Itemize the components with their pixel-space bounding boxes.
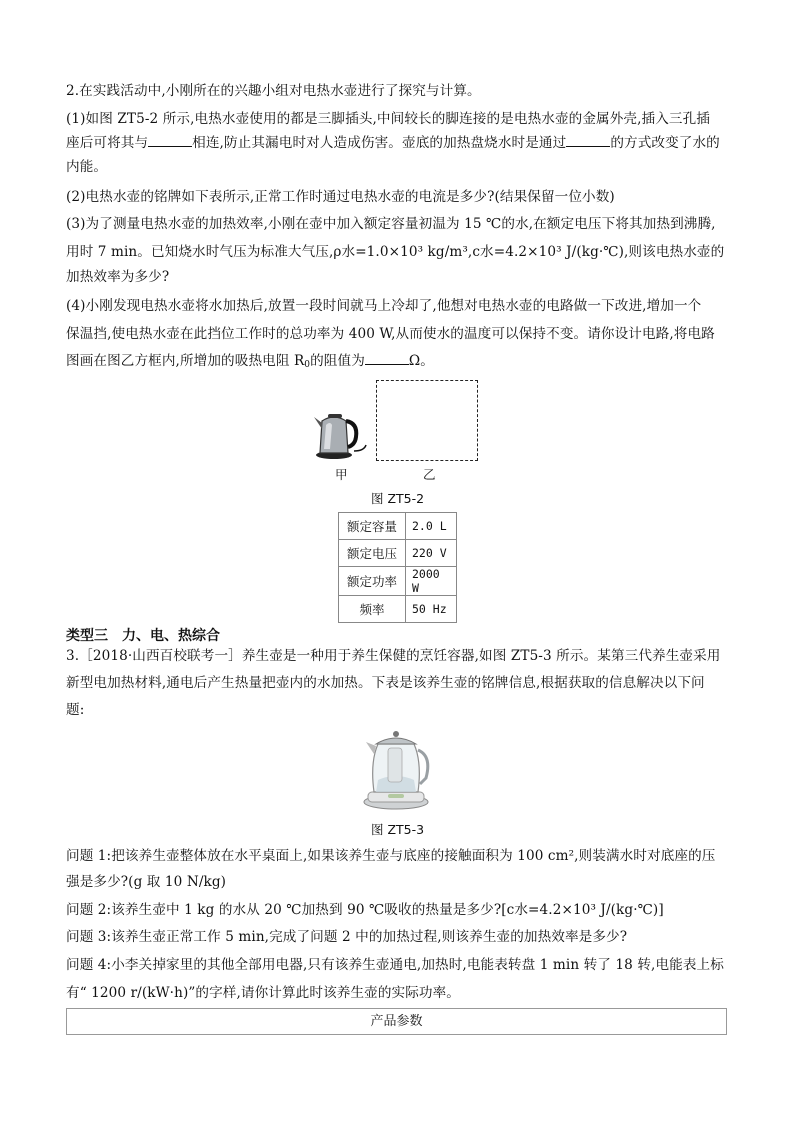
q3-problem1-line1: 问题 1:把该养生壶整体放在水平桌面上,如果该养生壶与底座的接触面积为 100 cm²,则装满水时对底座的压: [66, 848, 716, 864]
q3-intro-line2: 新型电加热材料,通电后产生热量把壶内的水加热。下表是该养生壶的铭牌信息,根据获取的信息解决以下问: [66, 675, 705, 691]
q2-part3-line2: 用时 7 min。已知烧水时气压为标准大气压,ρ水=1.0×10³ kg/m³,c水=4.2×10³ J/(kg·℃),则该电热水壶的: [66, 244, 725, 260]
electric-kettle-image: [310, 405, 368, 461]
q2-part2: (2)电热水壶的铭牌如下表所示,正常工作时通过电热水壶的电流是多少?(结果保留一位小数): [66, 189, 615, 205]
figure-label-jia: 甲: [335, 467, 348, 482]
figure-caption-zt5-3: 图 ZT5-3: [371, 822, 425, 837]
answer-blank[interactable]: [148, 132, 192, 147]
table-row: 额定容量 2.0 L: [339, 513, 457, 540]
q2-part4-line1: (4)小刚发现电热水壶将水加热后,放置一段时间就马上冷却了,他想对电热水壶的电路做一下改进,增加一个: [66, 298, 702, 314]
q3-problem4-line2: 有“ 1200 r/(kW·h)”的字样,请你计算此时该养生壶的实际功率。: [66, 985, 461, 1001]
section-heading: 类型三 力、电、热综合: [66, 628, 220, 644]
q2-intro: 2.在实践活动中,小刚所在的兴趣小组对电热水壶进行了探究与计算。: [66, 83, 481, 99]
figure-caption-zt5-2: 图 ZT5-2: [371, 491, 425, 506]
q3-problem2: 问题 2:该养生壶中 1 kg 的水从 20 ℃加热到 90 ℃吸收的热量是多少?[c水=4.2×10³ J/(kg·℃)]: [66, 902, 664, 918]
table-row: 频率 50 Hz: [339, 596, 457, 623]
circuit-drawing-box[interactable]: [376, 380, 478, 461]
q3-intro-line1: 3.［2018·山西百校联考一］养生壶是一种用于养生保健的烹饪容器,如图 ZT5-3 所示。某第三代养生壶采用: [66, 648, 721, 664]
table-row: 额定功率 2000 W: [339, 567, 457, 596]
q2-part3-line1: (3)为了测量电热水壶的加热效率,小刚在壶中加入额定容量初温为 15 ℃的水,在额定电压下将其加热到沸腾,: [66, 216, 716, 232]
q2-part1-line3: 内能。: [66, 159, 108, 175]
product-params-header: 产品参数: [66, 1008, 727, 1035]
answer-blank[interactable]: [566, 132, 610, 147]
q3-problem3: 问题 3:该养生壶正常工作 5 min,完成了问题 2 中的加热过程,则该养生壶的加热效率是多少?: [66, 929, 628, 945]
health-pot-image: [362, 722, 432, 812]
q3-intro-line3: 题:: [66, 702, 85, 718]
figure-label-yi: 乙: [423, 467, 436, 482]
q3-problem4-line1: 问题 4:小李关掉家里的其他全部用电器,只有该养生壶通电,加热时,电能表转盘 1 min 转了 18 转,电能表上标: [66, 957, 724, 973]
kettle-spec-table: [338, 512, 457, 623]
table-row: 额定电压 220 V: [339, 540, 457, 567]
answer-blank[interactable]: [365, 350, 409, 365]
q2-part1-line2: 座后可将其与 相连,防止其漏电时对人造成伤害。壶底的加热盘烧水时是通过 的方式改变了水的: [66, 132, 730, 154]
q3-problem1-line2: 强是多少?(g 取 10 N/kg): [66, 874, 227, 890]
q2-part4-line3: 图画在图乙方框内,所增加的吸热电阻 $R_0$的阻值为 Ω。: [66, 350, 730, 376]
q2-part3-line3: 加热效率为多少?: [66, 269, 170, 285]
q2-part4-line2: 保温挡,使电热水壶在此挡位工作时的总功率为 400 W,从而使水的温度可以保持不变。请你设计电路,将电路: [66, 326, 715, 342]
q2-part1-line1: (1)如图 ZT5-2 所示,电热水壶使用的都是三脚插头,中间较长的脚连接的是电热水壶的金属外壳,插入三孔插: [66, 111, 711, 127]
